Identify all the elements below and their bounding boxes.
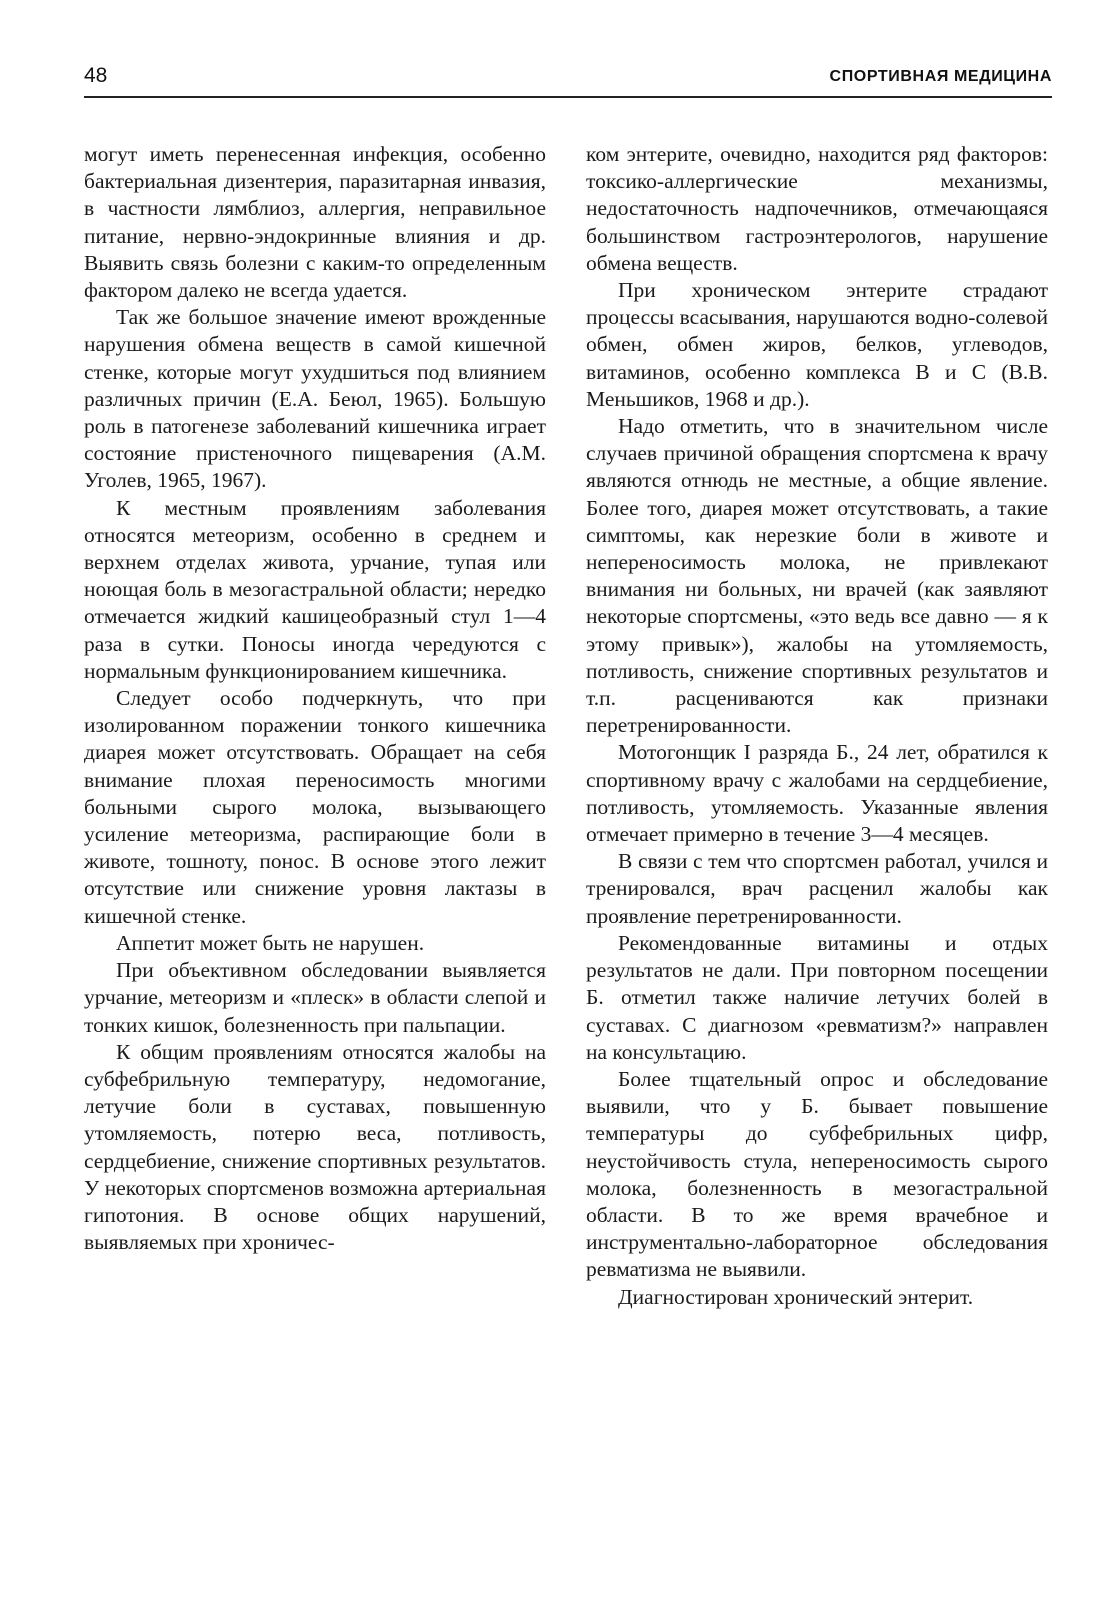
paragraph: Мотогонщик I разряда Б., 24 лет, обратился к спортивному врачу с жалобами на сердцебиение, потливость, утомляемость. Указанные явления отмечает примерно в течение 3—4 месяцев.: [586, 740, 1048, 847]
paragraph: могут иметь перенесенная инфекция, особенно бактериальная дизентерия, паразитарная инвазия, в частности лямблиоз, аллергия, неправильное питание, нервно-эндокринные влияния и др. Выявить связь болезни с каким-то определенным фактором далеко не всегда удается.: [84, 142, 546, 303]
paragraph: К местным проявлениям заболевания относятся метеоризм, особенно в среднем и верхнем отделах живота, урчание, тупая или ноющая боль в мезогастральной области; нередко отмечается жидкий кашицеобразный стул 1—4 раза в сутки. Поносы иногда чередуются с нормальным функционированием кишечника.: [84, 495, 546, 683]
paragraph: При хроническом энтерите страдают процессы всасывания, нарушаются водно-солевой обмен, обмен жиров, белков, углеводов, витаминов, особенно комплекса В и С (В.В. Меньшиков, 1968 и др.).: [586, 278, 1048, 411]
paragraph: К общим проявлениям относятся жалобы на субфебрильную температуру, недомогание, летучие боли в суставах, повышенную утомляемость, потерю веса, потливость, сердцебиение, снижение спортивных результатов. У некоторых спортсменов возможна артериальная гипотония. В основе общих нарушений, выявляемых при хроничес-: [84, 1039, 546, 1255]
paragraph: Более тщательный опрос и обследование выявили, что у Б. бывает повышение температуры до субфебрильных цифр, неустойчивость стула, непереносимость сырого молока, болезненность в мезогастральной области. В то же время врачебное и инструментально-лабораторное обследования ревматизма не выявили.: [586, 1066, 1048, 1282]
paragraph: Диагностирован хронический энтерит.: [618, 1284, 974, 1309]
paragraph: В связи с тем что спортсмен работал, учился и тренировался, врач расценил жалобы как проявление перетренированности.: [586, 849, 1048, 928]
running-title: СПОРТИВНАЯ МЕДИЦИНА: [829, 68, 1052, 85]
paragraph: При объективном обследовании выявляется урчание, метеоризм и «плеск» в области слепой и тонких кишок, болезненность при пальпации.: [84, 958, 546, 1037]
paragraph: Так же большое значение имеют врожденные нарушения обмена веществ в самой кишечной стенке, которые могут ухудшиться под влиянием различных причин (Е.А. Беюл, 1965). Большую роль в патогенезе заболеваний кишечника играет состояние пристеночного пищеварения (А.М. Уголев, 1965, 1967).: [84, 305, 546, 493]
paragraph: Следует особо подчеркнуть, что при изолированном поражении тонкого кишечника диарея может отсутствовать. Обращает на себя внимание плохая переносимость многими больными сырого молока, вызывающего усиление метеоризма, распирающие боли в животе, тошноту, понос. В основе этого лежит отсутствие или снижение уровня лактазы в кишечной стенке.: [84, 686, 546, 928]
left-column: [84, 141, 546, 1256]
paragraph: Рекомендованные витамины и отдых результатов не дали. При повторном посещении Б. отметил также наличие летучих болей в суставах. С диагнозом «ревматизм?» направлен на консультацию.: [586, 930, 1048, 1064]
right-column: [586, 141, 1048, 1311]
paragraph: Аппетит может быть не нарушен.: [116, 930, 425, 955]
paragraph: ком энтерите, очевидно, находится ряд факторов: токсико-аллергические механизмы, недостаточность надпочечников, отмечающаяся большинством гастроэнтерологов, нарушение обмена веществ.: [586, 142, 1048, 275]
page-header: [84, 62, 1052, 98]
paragraph: Надо отметить, что в значительном числе случаев причиной обращения спортсмена к врачу являются отнюдь не местные, а общие явление. Более того, диарея может отсутствовать, а такие симптомы, как нерезкие боли в животе и непереносимость молока, не привлекают внимания ни больных, ни врачей (как заявляют некоторые спортсмены, «это ведь все давно — я к этому привык»), жалобы на утомляемость, потливость, снижение спортивных результатов и т.п. расцениваются как признаки перетренированности.: [586, 414, 1048, 738]
page-number: 48: [84, 64, 108, 87]
